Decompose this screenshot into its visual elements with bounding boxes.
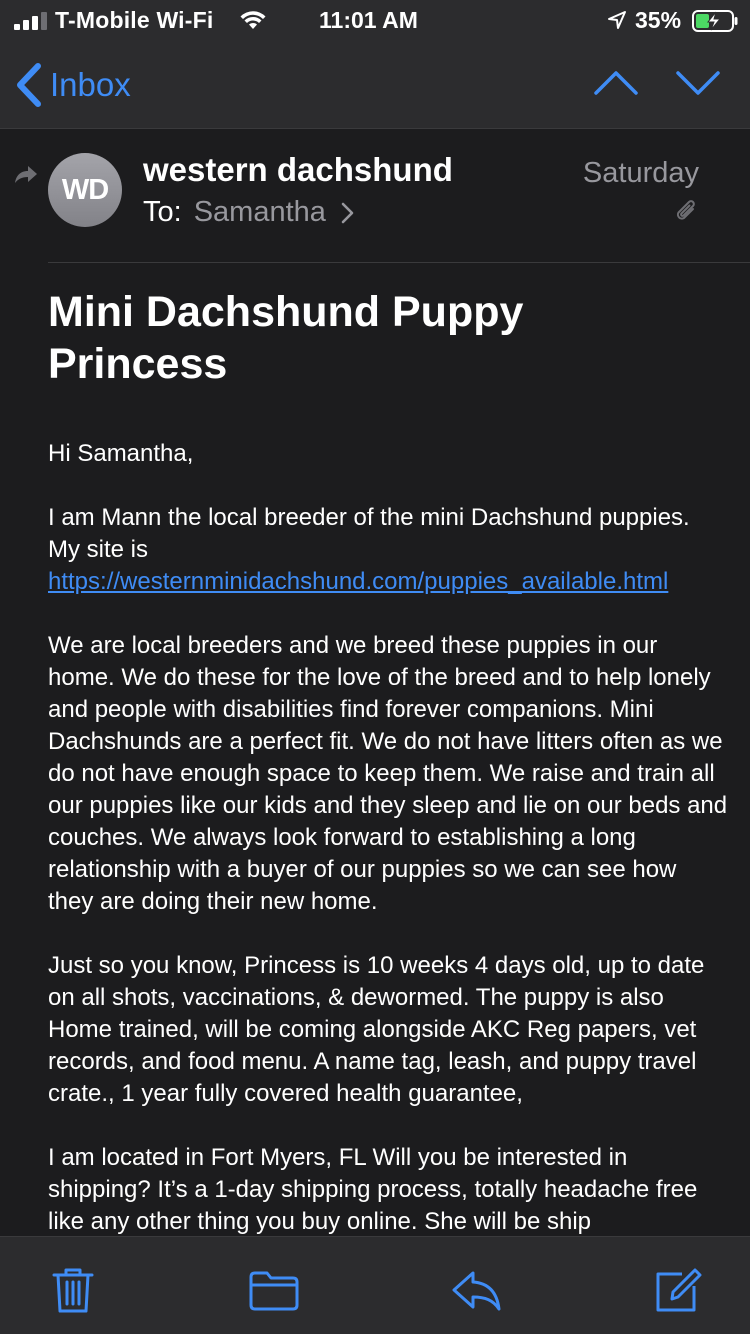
intro-text: I am Mann the local breeder of the mini Dachshund puppies. My site is <box>48 504 690 563</box>
compose-icon <box>652 1265 702 1315</box>
website-link[interactable]: https://westernminidachshund.com/puppies_available.html <box>48 568 669 595</box>
back-label: Inbox <box>50 66 131 103</box>
carrier-name: T-Mobile Wi-Fi <box>55 7 214 33</box>
status-bar <box>0 0 750 40</box>
email-intro-paragraph <box>48 502 728 598</box>
email-paragraph: I am located in Fort Myers, FL Will you be interested in shipping? It’s a 1-day shipping process, totally headache free like any other thing you buy online. She will be ship <box>48 1144 698 1235</box>
email-paragraph: Just so you know, Princess is 10 weeks 4 days old, up to date on all shots, vaccinations, & dewormed. The puppy is also Home trained, will be coming alongside AKC Reg papers, vet records, and food menu. A name tag, leash, and puppy travel crate., 1 year fully covered health guarantee, <box>48 952 705 1107</box>
clock-time: 11:01 AM <box>319 7 418 33</box>
trash-icon <box>48 1265 98 1315</box>
chevron-up-icon[interactable] <box>593 70 639 96</box>
trash-button[interactable] <box>48 1265 98 1315</box>
sender-avatar[interactable]: WD <box>48 153 122 227</box>
reply-button[interactable] <box>451 1265 501 1315</box>
bottom-toolbar <box>0 1236 750 1334</box>
navigation-bar <box>0 40 750 129</box>
cellular-signal-icon <box>14 12 50 30</box>
recipient-name[interactable]: Samantha <box>193 196 326 228</box>
header-divider <box>48 262 750 263</box>
chevron-down-icon[interactable] <box>675 70 721 96</box>
sender-name[interactable]: western dachshund <box>143 151 453 188</box>
recipient-row[interactable] <box>143 196 354 229</box>
wifi-icon <box>240 10 266 30</box>
email-greeting: Hi Samantha, <box>48 440 194 467</box>
chevron-right-icon <box>340 202 354 224</box>
paperclip-icon <box>674 198 698 226</box>
email-paragraph: We are local breeders and we breed these puppies in our home. We do these for the love of the breed and to help lonely and people with disabilities find forever companions. Mini Dachshunds are a perfect fit. We do not have litters often as we do not have enough space to keep them. We raise and train all our puppies like our kids and they sleep and lie on our beds and couches. We always look forward to establishing a long relationship with a buyer of our puppies so we can see how they are doing their new home. <box>48 632 728 915</box>
replied-arrow-icon <box>14 164 38 184</box>
email-date: Saturday <box>582 157 699 189</box>
battery-charging-icon <box>692 9 738 33</box>
back-to-inbox-button[interactable] <box>14 60 131 110</box>
folder-icon <box>249 1265 299 1315</box>
move-to-folder-button[interactable] <box>249 1265 299 1315</box>
chevron-left-icon <box>14 62 44 108</box>
battery-percentage: 35% <box>635 7 682 33</box>
email-body <box>48 438 728 1270</box>
email-subject: Mini Dachshund Puppy Princess <box>48 288 524 388</box>
location-arrow-icon <box>607 10 627 30</box>
reply-icon <box>451 1265 501 1315</box>
compose-button[interactable] <box>652 1265 702 1315</box>
to-label: To: <box>143 196 182 228</box>
